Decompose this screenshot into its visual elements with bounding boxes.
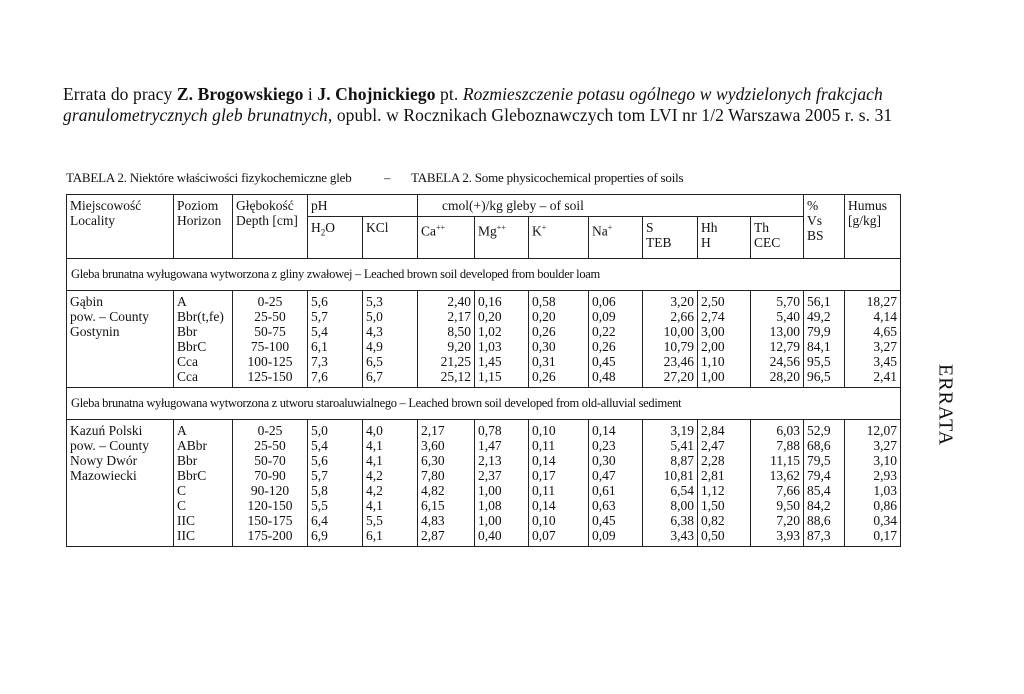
- col-mg: Mg++: [475, 217, 529, 259]
- ca-cell: 2,17 3,60 6,30 7,80 4,82 6,15 4,83 2,87: [418, 420, 475, 547]
- group-title-1: Gleba brunatna wyługowana wytworzona z gliny zwałowej – Leached brown soil developed from boulder loam: [67, 259, 901, 291]
- vs-cell: 56,1 49,2 79,9 84,1 95,5 96,5: [804, 291, 845, 388]
- paper-title: Rozmieszczenie potasu ogólnego w wydzielonych frakcjach granulometrycznych gleb brunatnych,: [63, 84, 883, 125]
- soil-properties-table: [66, 194, 901, 547]
- col-na: Na+: [589, 217, 643, 259]
- depth-cell: 0-25 25-50 50-75 75-100 100-125 125-150: [233, 291, 308, 388]
- depth-cell: 0-25 25-50 50-70 70-90 90-120 120-150 150-175 175-200: [233, 420, 308, 547]
- hh-cell: 2,50 2,74 3,00 2,00 1,10 1,00: [698, 291, 751, 388]
- author-1: Z. Brogowskiego: [176, 84, 304, 104]
- t-cell: 6,03 7,88 11,15 13,62 7,66 9,50 7,20 3,93: [751, 420, 804, 547]
- ph-h2o-cell: 5,6 5,7 5,4 6,1 7,3 7,6: [308, 291, 363, 388]
- col-s-teb: S TEB: [643, 217, 698, 259]
- col-ph-kcl: KCl: [363, 217, 418, 259]
- col-ph: pH: [308, 195, 418, 217]
- header-prefix: Errata do pracy: [63, 84, 177, 104]
- locality-cell: Kazuń Polski pow. – County Nowy Dwór Mazowiecki: [67, 420, 174, 547]
- t-cell: 5,70 5,40 13,00 12,79 24,56 28,20: [751, 291, 804, 388]
- group-data-row: [67, 420, 901, 547]
- mg-cell: 0,16 0,20 1,02 1,03 1,45 1,15: [475, 291, 529, 388]
- author-2: J. Chojnickiego: [317, 84, 436, 104]
- ca-cell: 2,40 2,17 8,50 9,20 21,25 25,12: [418, 291, 475, 388]
- col-cmol: cmol(+)/kg gleby – of soil: [418, 195, 804, 217]
- k-cell: 0,58 0,20 0,26 0,30 0,31 0,26: [529, 291, 589, 388]
- ph-kcl-cell: 5,3 5,0 4,3 4,9 6,5 6,7: [363, 291, 418, 388]
- group-title-row: [67, 259, 901, 291]
- s-cell: 3,19 5,41 8,87 10,81 6,54 8,00 6,38 3,43: [643, 420, 698, 547]
- group-data-row: [67, 291, 901, 388]
- header-connector: i: [303, 84, 318, 104]
- col-hh: Hh H: [698, 217, 751, 259]
- mg-cell: 0,78 1,47 2,13 2,37 1,00 1,08 1,00 0,40: [475, 420, 529, 547]
- table-header-row-1: [67, 195, 901, 217]
- col-humus: Humus [g/kg]: [845, 195, 901, 259]
- col-ca: Ca++: [418, 217, 475, 259]
- ph-h2o-cell: 5,0 5,4 5,6 5,7 5,8 5,5 6,4 6,9: [308, 420, 363, 547]
- vs-cell: 52,9 68,6 79,5 79,4 85,4 84,2 88,6 87,3: [804, 420, 845, 547]
- hh-cell: 2,84 2,47 2,28 2,81 1,12 1,50 0,82 0,50: [698, 420, 751, 547]
- header-pt: pt.: [435, 84, 463, 104]
- locality-cell: Gąbin pow. – County Gostynin: [67, 291, 174, 388]
- na-cell: 0,14 0,23 0,30 0,47 0,61 0,63 0,45 0,09: [589, 420, 643, 547]
- side-label-errata: ERRATA: [934, 363, 957, 447]
- col-ph-h2o: $H_2O$: [308, 217, 363, 259]
- k-cell: 0,10 0,11 0,14 0,17 0,11 0,14 0,10 0,07: [529, 420, 589, 547]
- horizon-cell: A Bbr(t,fe) Bbr BbrC Cca Cca: [174, 291, 233, 388]
- ph-kcl-cell: 4,0 4,1 4,1 4,2 4,2 4,1 5,5 6,1: [363, 420, 418, 547]
- caption-english: TABELA 2. Some physicochemical properties of soils: [411, 170, 684, 185]
- caption-polish: TABELA 2. Niektóre właściwości fizykochemiczne gleb: [66, 170, 352, 185]
- errata-header: [63, 84, 923, 126]
- horizon-cell: A ABbr Bbr BbrC C C IIC IIC: [174, 420, 233, 547]
- s-cell: 3,20 2,66 10,00 10,79 23,46 27,20: [643, 291, 698, 388]
- col-horizon: Poziom Horizon: [174, 195, 233, 259]
- col-k: K+: [529, 217, 589, 259]
- col-locality: Miejscowość Locality: [67, 195, 174, 259]
- col-depth: Głębokość Depth [cm]: [233, 195, 308, 259]
- humus-cell: 18,27 4,14 4,65 3,27 3,45 2,41: [845, 291, 901, 388]
- col-t-cec: Th CEC: [751, 217, 804, 259]
- group-title-row: [67, 388, 901, 420]
- humus-cell: 12,07 3,27 3,10 2,93 1,03 0,86 0,34 0,17: [845, 420, 901, 547]
- caption-dash: –: [384, 170, 391, 185]
- group-title-2: Gleba brunatna wyługowana wytworzona z utworu staroaluwialnego – Leached brown soil developed from old-alluvial sediment: [67, 388, 901, 420]
- na-cell: 0,06 0,09 0,22 0,26 0,45 0,48: [589, 291, 643, 388]
- publication-info: opubl. w Rocznikach Gleboznawczych tom LVI nr 1/2 Warszawa 2005 r. s. 31: [332, 105, 893, 125]
- col-vs: % Vs BS: [804, 195, 845, 259]
